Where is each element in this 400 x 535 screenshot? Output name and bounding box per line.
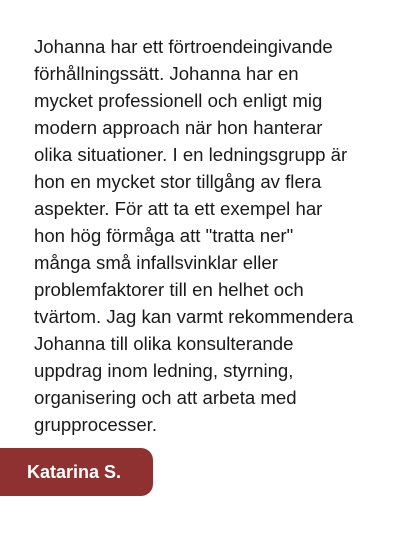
testimonial-line: uppdrag inom ledning, styrning, (34, 360, 294, 381)
testimonial-line: tvärtom. Jag kan varmt rekommendera (34, 306, 354, 327)
testimonial-line: hon en mycket stor tillgång av flera (34, 171, 322, 192)
testimonial-line: modern approach när hon hanterar (34, 117, 323, 138)
author-badge (0, 448, 153, 496)
testimonial-line: många små infallsvinklar eller (34, 252, 278, 273)
testimonial-text (34, 33, 394, 438)
testimonial-line: aspekter. För att ta ett exempel har (34, 198, 323, 219)
testimonial-line: grupprocesser. (34, 414, 157, 435)
testimonial-line: mycket professionell och enligt mig (34, 90, 323, 111)
testimonial-line: hon hög förmåga att "tratta ner" (34, 225, 294, 246)
testimonial-line: problemfaktorer till en helhet och (34, 279, 304, 300)
testimonial-line: organisering och att arbeta med (34, 387, 297, 408)
author-name: Katarina S. (27, 461, 122, 482)
testimonial-line: olika situationer. I en ledningsgrupp är (34, 144, 348, 165)
testimonial-line: Johanna har ett förtroendeingivande (34, 36, 333, 57)
testimonial-line: förhållningssätt. Johanna har en (34, 63, 299, 84)
testimonial-line: Johanna till olika konsulterande (34, 333, 294, 354)
